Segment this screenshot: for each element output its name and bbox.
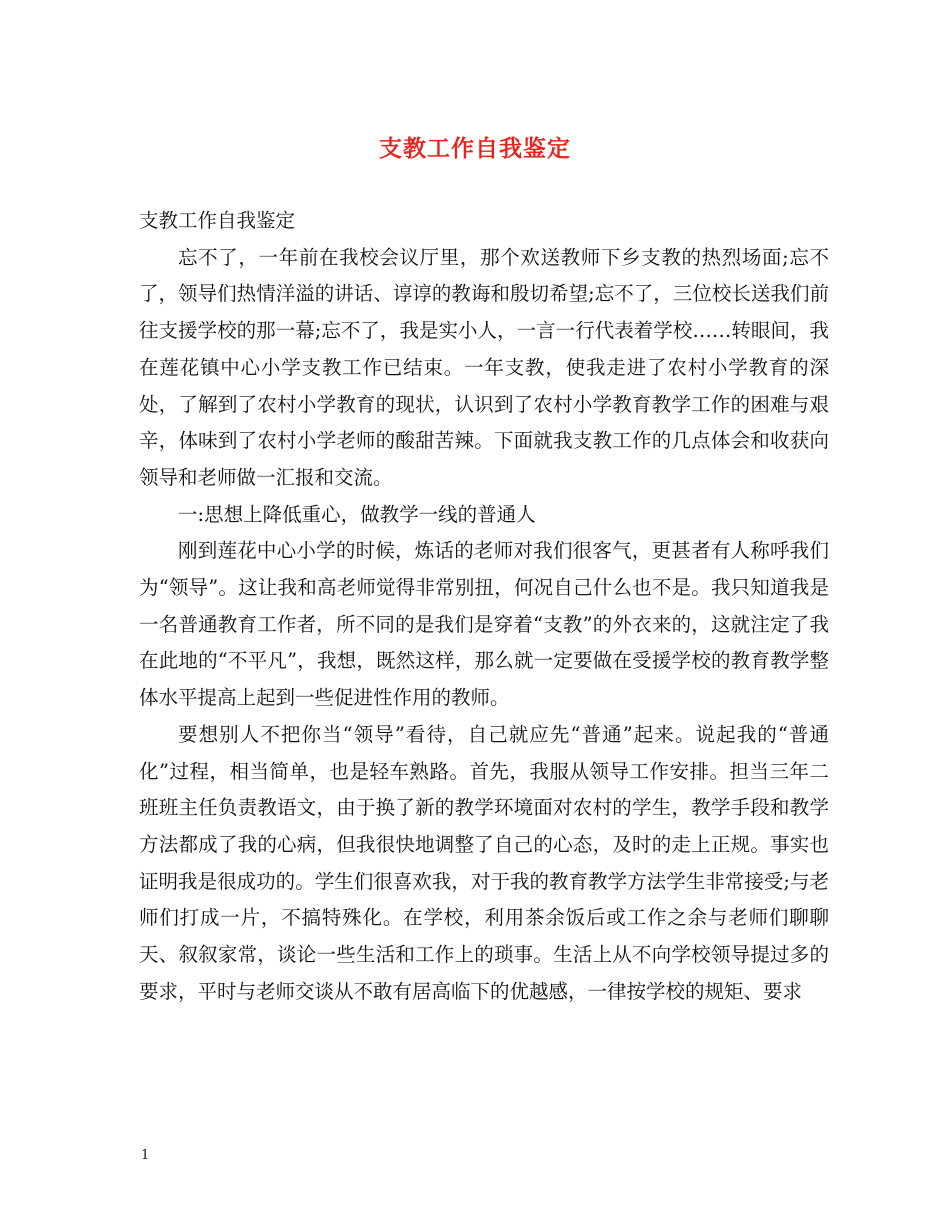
section-heading: 一:思想上降低重心，做教学一线的普通人	[178, 502, 536, 526]
page-number: 1	[141, 1148, 150, 1163]
document-body	[139, 203, 829, 1010]
body-paragraph: 刚到莲花中心小学的时候，炼话的老师对我们很客气，更甚者有人称呼我们为“领导”。这让我和高老师觉得非常别扭，何况自己什么也不是。我只知道我是一名普通教育工作者，所不同的是我们是穿着“支教”的外衣来的，这就注定了我在此地的“不平凡”，我想，既然这样，那么就一定要做在受援学校的教育教学整体水平提高上起到一些促进性作用的教师。	[139, 539, 829, 710]
body-paragraph: 忘不了，一年前在我校会议厅里，那个欢送教师下乡支教的热烈场面;忘不了，领导们热情洋溢的讲话、谆谆的教诲和殷切希望;忘不了，三位校长送我们前往支援学校的那一幕;忘不了，我是实小人，一言一行代表着学校……转眼间，我在莲花镇中心小学支教工作已结束。一年支教，使我走进了农村小学教育的深处，了解到了农村小学教育的现状，认识到了农村小学教育教学工作的困难与艰辛，体味到了农村小学老师的酸甜苦辣。下面就我支教工作的几点体会和收获向领导和老师做一汇报和交流。	[139, 245, 829, 489]
body-paragraph: 要想别人不把你当“领导”看待，自己就应先“普通”起来。说起我的“普通化”过程，相当简单，也是轻车熟路。首先，我服从领导工作安排。担当三年二班班主任负责教语文，由于换了新的教学环境面对农村的学生，教学手段和教学方法都成了我的心病，但我很快地调整了自己的心态，及时的走上正规。事实也证明我是很成功的。学生们很喜欢我，对于我的教育教学方法学生非常接受;与老师们打成一片，不搞特殊化。在学校，利用茶余饭后或工作之余与老师们聊聊天、叙叙家常，谈论一些生活和工作上的琐事。生活上从不向学校领导提过多的要求，平时与老师交谈从不敢有居高临下的优越感，一律按学校的规矩、要求	[139, 722, 829, 1003]
document-title: 支教工作自我鉴定	[379, 135, 571, 162]
body-heading: 支教工作自我鉴定	[139, 209, 296, 232]
